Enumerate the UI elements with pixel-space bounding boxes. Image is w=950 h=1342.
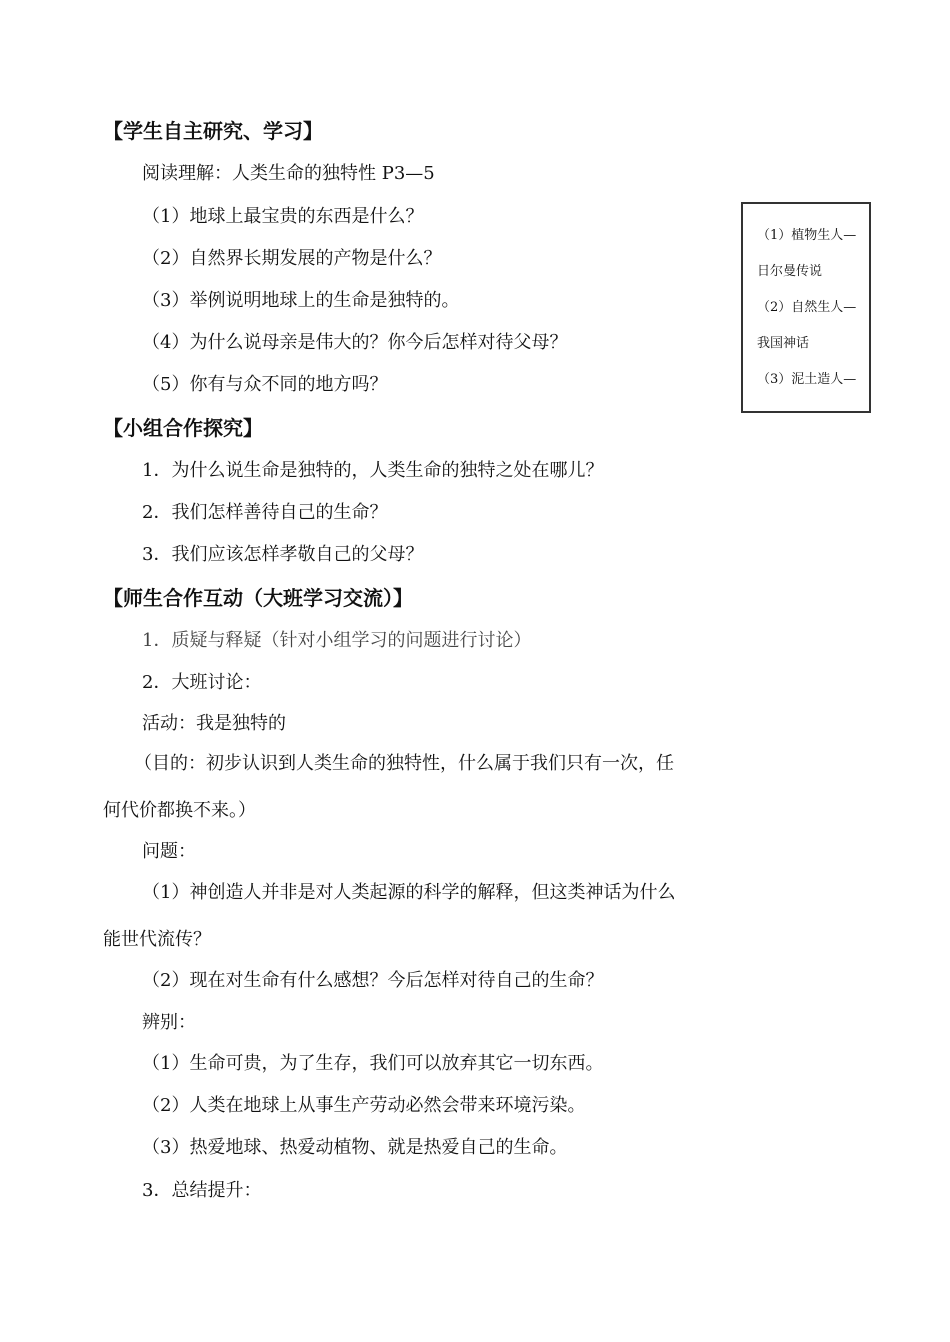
question-line: （2）自然界长期发展的产物是什么？ xyxy=(142,248,442,269)
reading-line: 阅读理解：人类生命的独特性 P3—5 xyxy=(142,163,435,184)
discussion-line: 1．质疑与释疑（针对小组学习的问题进行讨论） xyxy=(142,630,532,651)
discussion-line: 2．大班讨论： xyxy=(142,672,262,693)
question-line: （4）为什么说母亲是伟大的？你今后怎样对待父母？ xyxy=(142,332,568,353)
group-question: 2．我们怎样善待自己的生命？ xyxy=(142,502,388,523)
side-note-line: （2）自然生人— xyxy=(757,300,857,315)
question-label: 问题： xyxy=(142,841,196,862)
distinguish-line: （2）人类在地球上从事生产劳动必然会带来环境污染。 xyxy=(142,1095,586,1116)
question-line-continued: 能世代流传？ xyxy=(103,929,211,950)
group-question: 1．为什么说生命是独特的，人类生命的独特之处在哪儿？ xyxy=(142,460,604,481)
question-line: （5）你有与众不同的地方吗？ xyxy=(142,374,388,395)
distinguish-label: 辨别： xyxy=(142,1012,196,1033)
distinguish-line: （1）生命可贵，为了生存，我们可以放弃其它一切东西。 xyxy=(142,1053,604,1074)
question-line: （3）举例说明地球上的生命是独特的。 xyxy=(142,290,460,311)
side-note-line: 日尔曼传说 xyxy=(757,264,823,279)
purpose-line-continued: 何代价都换不来。） xyxy=(103,800,256,821)
purpose-line: （目的：初步认识到人类生命的独特性，什么属于我们只有一次，任 xyxy=(134,753,674,774)
activity-line: 活动：我是独特的 xyxy=(142,713,286,734)
question-line: （2）现在对生命有什么感想？今后怎样对待自己的生命？ xyxy=(142,970,604,991)
section-heading-group: 【小组合作探究】 xyxy=(103,416,263,440)
summary-line: 3．总结提升： xyxy=(142,1180,262,1201)
section-heading-self-study: 【学生自主研究、学习】 xyxy=(103,119,323,143)
side-note-box xyxy=(741,202,871,413)
side-note-line: （3）泥土造人— xyxy=(757,372,857,387)
side-note-line: 我国神话 xyxy=(757,336,810,351)
section-heading-interaction: 【师生合作互动（大班学习交流）】 xyxy=(103,586,413,610)
side-note-line: （1）植物生人— xyxy=(757,228,857,243)
group-question: 3．我们应该怎样孝敬自己的父母？ xyxy=(142,544,424,565)
question-line: （1）神创造人并非是对人类起源的科学的解释，但这类神话为什么 xyxy=(142,882,676,903)
distinguish-line: （3）热爱地球、热爱动植物、就是热爱自己的生命。 xyxy=(142,1137,568,1158)
question-line: （1）地球上最宝贵的东西是什么？ xyxy=(142,206,424,227)
